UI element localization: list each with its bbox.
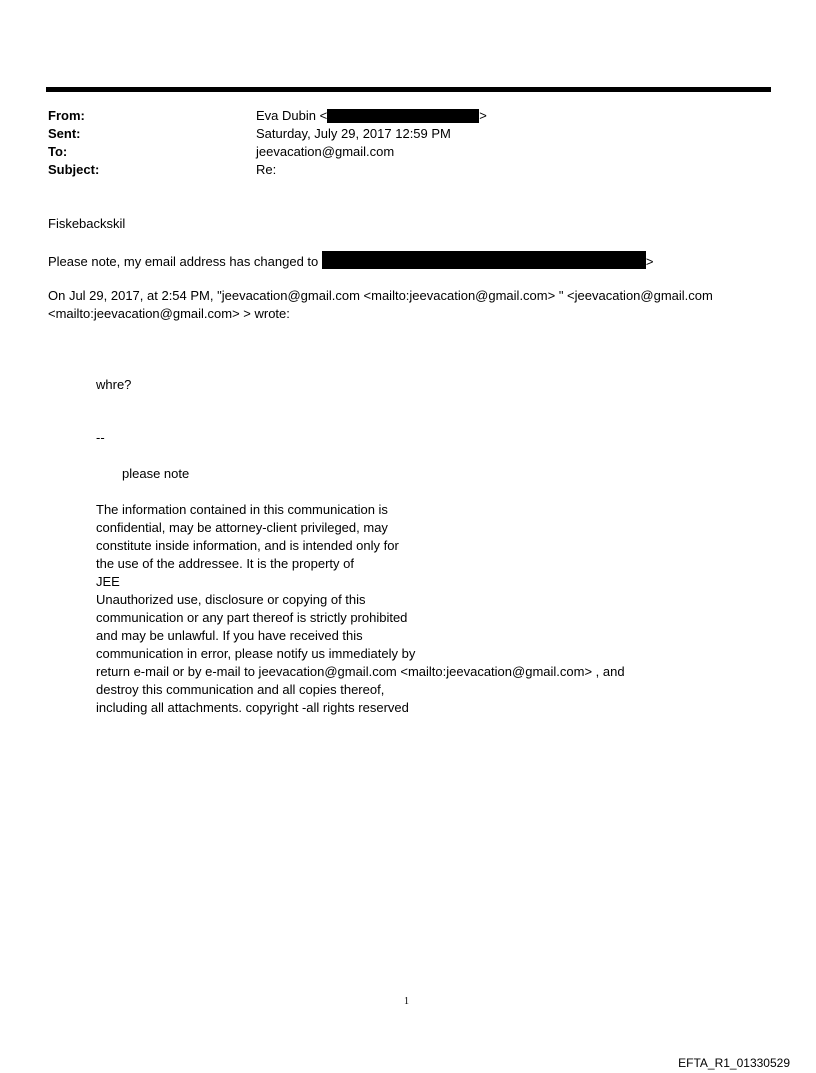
disclaimer-line: destroy this communication and all copies thereof, [96,682,385,697]
notice-suffix: > [645,254,654,269]
to-row [48,143,748,161]
disclaimer-line: communication or any part thereof is strictly prohibited [96,610,408,625]
from-suffix: > [479,108,487,123]
sent-label: Sent: [48,126,81,141]
sent-value: Saturday, July 29, 2017 12:59 PM [256,126,451,141]
redaction-block [327,109,479,123]
sent-row [48,125,748,143]
header-divider [46,87,771,92]
subject-value: Re: [256,162,277,177]
quote-intro-line-2: <mailto:jeevacation@gmail.com> > wrote: [48,306,290,321]
from-value [256,107,487,125]
disclaimer-line: communication in error, please notify us immediately by [96,646,416,661]
please-note-heading: please note [122,466,190,481]
disclaimer-line: constitute inside information, and is intended only for [96,538,399,553]
disclaimer-line: The information contained in this communication is [96,502,388,517]
signature-separator: -- [96,430,105,445]
bates-number: EFTA_R1_01330529 [678,1056,790,1070]
disclaimer-line: the use of the addressee. It is the property of [96,556,354,571]
redaction-block [322,251,646,269]
page-number: 1 [404,996,409,1007]
notice-text: Please note, my email address has changed to [48,254,319,269]
to-label: To: [48,144,68,159]
disclaimer-line: and may be unlawful. If you have received this [96,628,363,643]
subject-label: Subject: [48,162,100,177]
disclaimer-line: confidential, may be attorney-client privileged, may [96,520,388,535]
disclaimer-line: including all attachments. copyright -all rights reserved [96,700,409,715]
disclaimer-line: Unauthorized use, disclosure or copying of this [96,592,366,607]
location-line: Fiskebackskil [48,216,126,231]
to-value[interactable]: jeevacation@gmail.com [256,144,395,159]
sender-name: Eva Dubin < [256,108,328,123]
disclaimer-line: JEE [96,574,120,589]
confidentiality-disclaimer [96,501,625,717]
subject-row [48,161,748,179]
email-change-notice [48,251,654,271]
from-label: From: [48,108,85,123]
quoted-message: whre? [96,377,132,392]
from-row [48,107,748,125]
disclaimer-line: return e-mail or by e-mail to jeevacation@gmail.com <mailto:jeevacation@gmail.com> , and [96,664,625,679]
quote-intro-line-1: On Jul 29, 2017, at 2:54 PM, "jeevacation@gmail.com <mailto:jeevacation@gmail.com> " <jeevacation@gmail.com [48,288,713,303]
